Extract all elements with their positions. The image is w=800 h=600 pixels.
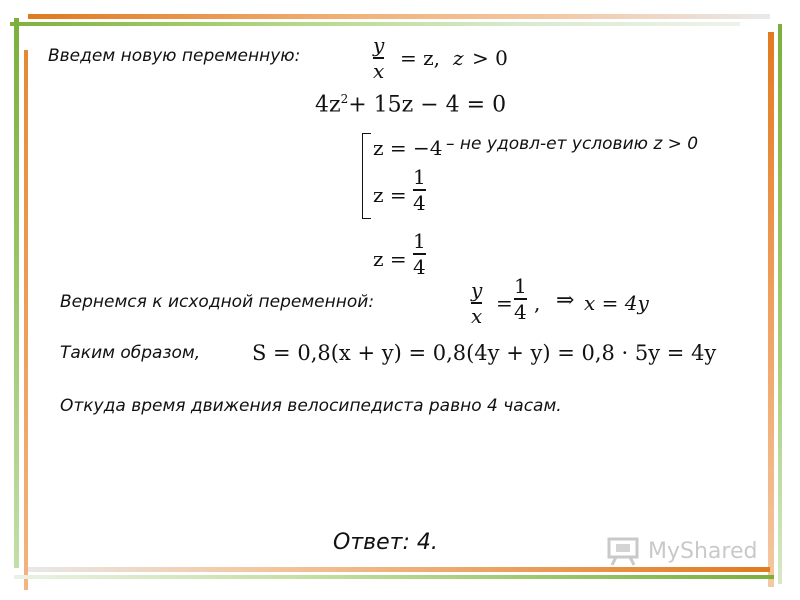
implies-arrow-icon: ⇒ [556,288,575,313]
fraction-denominator: 4 [514,299,527,324]
condition-var: z [453,46,464,70]
back-sub-comma: , [534,291,541,315]
final-text: Откуда время движения велосипедиста равно 4 часам. [60,396,562,416]
substitution-fraction [373,34,384,82]
result-z-fraction [413,230,426,278]
myshared-logo [606,536,757,566]
back-sub-equals: = [496,291,513,315]
fraction-numerator: 1 [413,229,426,253]
fraction-numerator: y [471,278,483,302]
substitution-rest [400,46,440,70]
fraction-denominator: x [373,58,385,83]
frame-top-orange [28,14,770,19]
fraction-numerator: y [373,33,385,57]
substitution-equals: = z, [400,46,441,70]
result-z-lhs: z = [373,247,407,271]
presentation-board-icon [606,536,642,566]
back-sub-conclusion: x = 4y [584,291,649,315]
fraction-denominator: x [471,303,483,328]
frame-right-green [778,24,782,584]
frame-right-orange [768,32,774,587]
quadratic-equation [315,92,506,117]
equation-rhs: + 15z − 4 = 0 [348,92,507,118]
root-one-note: – не удовл-ет условию z > 0 [446,134,699,154]
frame-bottom-orange [28,567,770,572]
frame-left-green [14,18,19,568]
back-sub-fraction-yx [471,279,482,327]
frame-left-orange [24,50,28,590]
frame-bottom-green [14,575,774,579]
root-two-lhs: z = [373,183,407,207]
back-substitution-text: Вернемся к исходной переменной: [60,292,375,312]
equation-lhs: 4z [315,92,341,118]
back-sub-fraction-quarter [514,275,527,323]
fraction-denominator: 4 [413,190,426,215]
root-two-fraction [413,166,426,214]
answer: Ответ: 4. [333,530,438,555]
equation-power: 2 [340,92,349,106]
fraction-numerator: 1 [413,165,426,189]
root-one: z = −4 [373,136,443,160]
fraction-numerator: 1 [514,274,527,298]
fraction-denominator: 4 [413,254,426,279]
logo-text: MyShared [648,538,758,564]
thus-text: Таким образом, [60,343,201,363]
area-formula: S = 0,8(x + y) = 0,8(4y + y) = 0,8 · 5y = 4y [252,341,717,365]
condition: > 0 [472,46,508,70]
intro-text: Введем новую переменную: [48,46,301,66]
frame-top-green [10,22,740,26]
system-bracket [362,133,371,219]
